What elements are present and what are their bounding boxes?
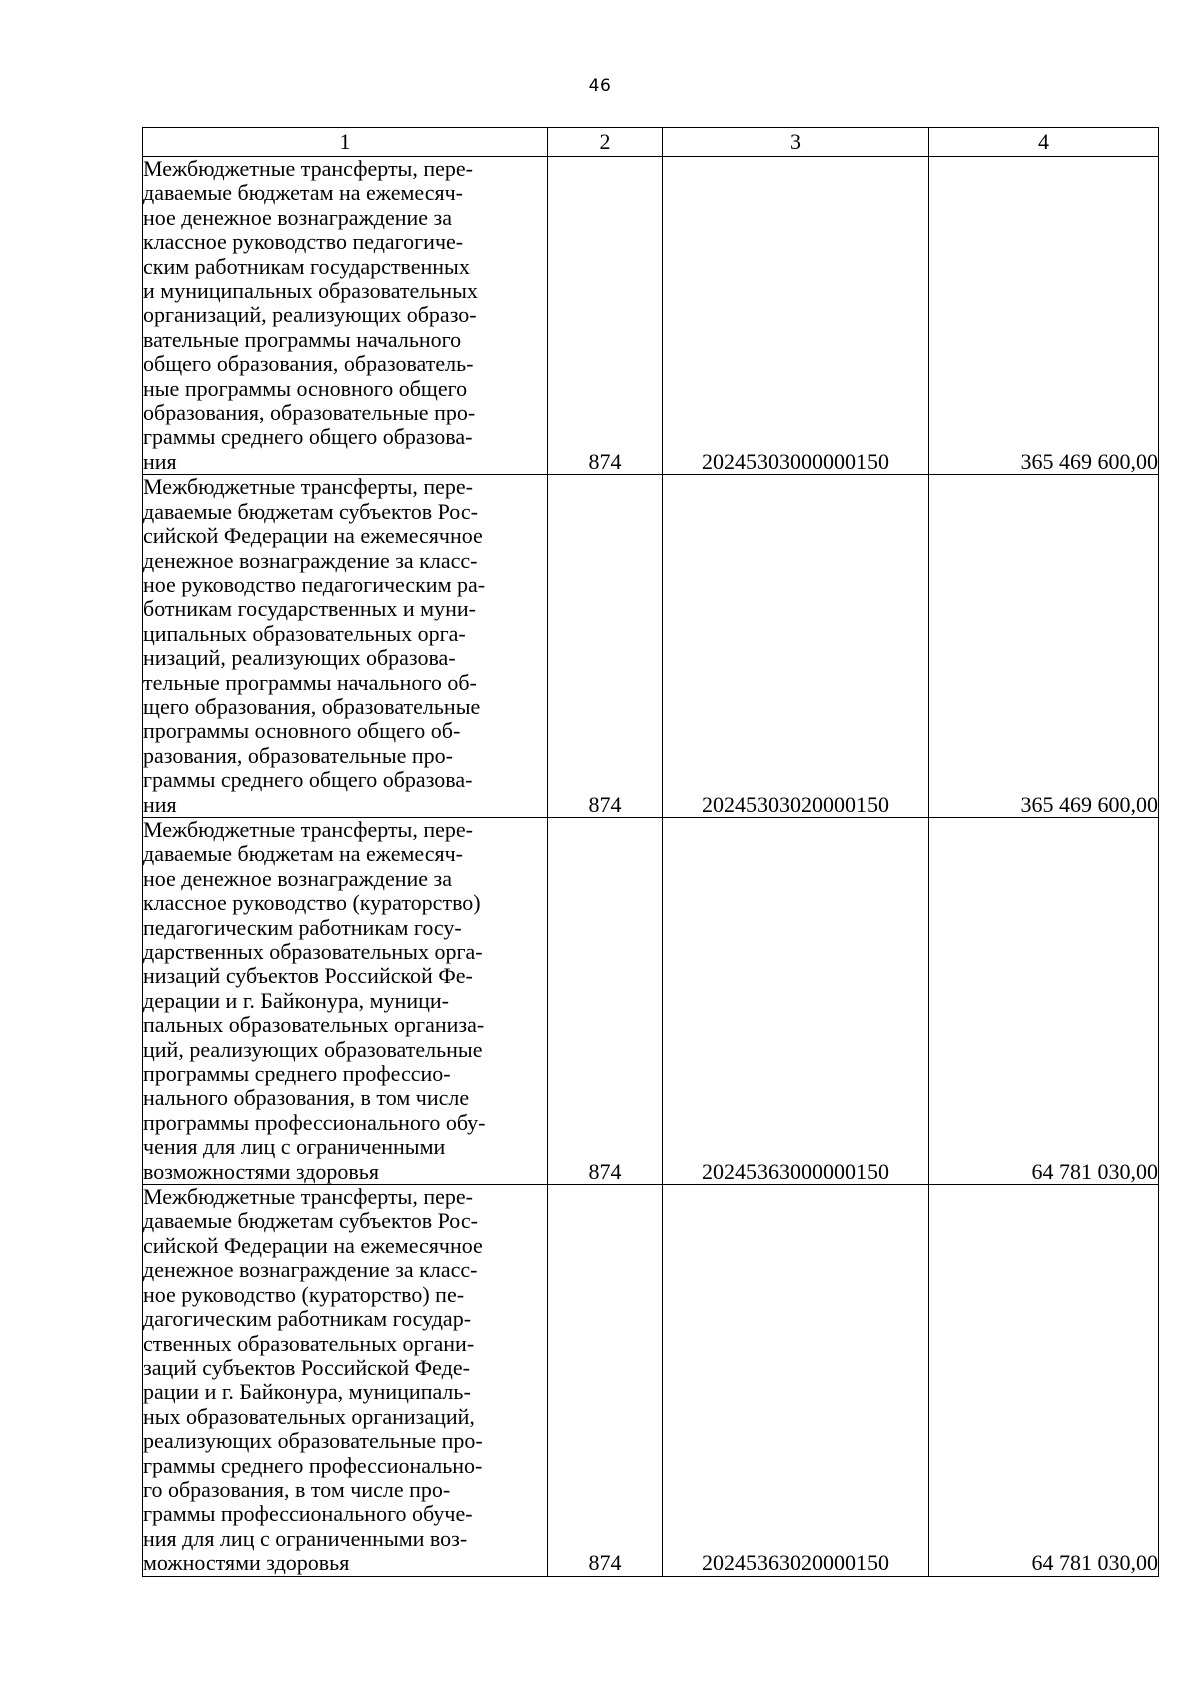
description-line: денежное вознаграждение за класс- bbox=[143, 547, 478, 573]
description-line: тельные программы начального об- bbox=[143, 669, 477, 695]
description-line: ственных образовательных органи- bbox=[143, 1330, 475, 1356]
description-line: образования, образовательные про- bbox=[143, 400, 476, 426]
description-line: го образования, в том числе про- bbox=[143, 1476, 451, 1502]
description-line: можностями здоровья bbox=[143, 1550, 350, 1576]
description-line: даваемые бюджетам на ежемесяч- bbox=[143, 841, 463, 867]
description-line: сийской Федерации на ежемесячное bbox=[143, 523, 483, 549]
row-amount: 64 781 030,00 bbox=[929, 817, 1159, 1184]
row-revenue-code: 20245363000000150 bbox=[663, 817, 929, 1184]
description-line: ния bbox=[143, 791, 177, 817]
row-revenue-code: 20245303000000150 bbox=[663, 157, 929, 475]
description-line: дарственных образовательных орга- bbox=[143, 939, 483, 964]
description-line: организаций, реализующих образо- bbox=[143, 302, 477, 328]
row-admin-code: 874 bbox=[548, 157, 663, 475]
row-amount: 64 781 030,00 bbox=[929, 1185, 1159, 1577]
table-row bbox=[143, 1185, 1159, 1577]
description-line: реализующих образовательные про- bbox=[143, 1428, 483, 1454]
description-line: заций субъектов Российской Феде- bbox=[143, 1354, 470, 1380]
description-line: денежное вознаграждение за класс- bbox=[143, 1257, 478, 1283]
description-line: Межбюджетные трансферты, пере- bbox=[143, 1184, 473, 1210]
description-line: даваемые бюджетам субъектов Рос- bbox=[143, 1208, 478, 1234]
description-line: программы среднего профессио- bbox=[143, 1061, 451, 1087]
description-line: ное денежное вознаграждение за bbox=[143, 865, 452, 891]
description-line: ное денежное вознаграждение за bbox=[143, 204, 452, 230]
description-line: ботникам государственных и муни- bbox=[143, 596, 476, 622]
description-line: ций, реализующих образовательные bbox=[143, 1036, 483, 1062]
description-line: низаций субъектов Российской Фе- bbox=[143, 963, 473, 989]
description-line: нального образования, в том числе bbox=[143, 1085, 470, 1111]
table-row bbox=[143, 157, 1159, 475]
description-line: общего образования, образователь- bbox=[143, 351, 474, 377]
row-revenue-code: 20245363020000150 bbox=[663, 1185, 929, 1577]
description-line: даваемые бюджетам субъектов Рос- bbox=[143, 498, 478, 524]
description-line: и муниципальных образовательных bbox=[143, 278, 478, 304]
description-line: вательные программы начального bbox=[143, 326, 462, 352]
row-description bbox=[143, 817, 548, 1184]
column-header-3: 3 bbox=[663, 128, 929, 157]
description-line: граммы среднего общего образова- bbox=[143, 767, 473, 793]
row-amount: 365 469 600,00 bbox=[929, 157, 1159, 475]
page-number: 46 bbox=[588, 76, 612, 96]
description-line: чения для лиц с ограниченными bbox=[143, 1134, 446, 1160]
description-line: дерации и г. Байконура, муници- bbox=[143, 987, 449, 1013]
description-line: классное руководство (кураторство) bbox=[143, 890, 481, 916]
row-admin-code: 874 bbox=[548, 475, 663, 818]
table-row bbox=[143, 475, 1159, 818]
description-line: сийской Федерации на ежемесячное bbox=[143, 1232, 483, 1258]
description-line: разования, образовательные про- bbox=[143, 742, 453, 768]
description-line: граммы профессионального обуче- bbox=[143, 1501, 473, 1527]
column-header-2: 2 bbox=[548, 128, 663, 157]
description-line: ных образовательных организаций, bbox=[143, 1403, 475, 1429]
description-line: рации и г. Байконура, муниципаль- bbox=[143, 1379, 471, 1405]
description-line: ное руководство (кураторство) пе- bbox=[143, 1281, 465, 1307]
row-admin-code: 874 bbox=[548, 1185, 663, 1577]
description-line: программы основного общего об- bbox=[143, 718, 461, 744]
description-line: граммы среднего профессионально- bbox=[143, 1452, 483, 1478]
description-line: программы профессионального обу- bbox=[143, 1109, 486, 1135]
column-header-4: 4 bbox=[929, 128, 1159, 157]
row-revenue-code: 20245303020000150 bbox=[663, 475, 929, 818]
row-description bbox=[143, 475, 548, 818]
description-line: ния bbox=[143, 448, 177, 474]
description-line: даваемые бюджетам на ежемесяч- bbox=[143, 180, 463, 206]
row-description bbox=[143, 157, 548, 475]
description-line: граммы среднего общего образова- bbox=[143, 424, 473, 450]
description-line: ное руководство педагогическим ра- bbox=[143, 571, 486, 597]
row-amount: 365 469 600,00 bbox=[929, 475, 1159, 818]
description-line: щего образования, образовательные bbox=[143, 693, 481, 719]
description-line: ния для лиц с ограниченными воз- bbox=[143, 1525, 468, 1551]
description-line: пальных образовательных организа- bbox=[143, 1012, 485, 1038]
header-row bbox=[143, 128, 1159, 157]
description-line: Межбюджетные трансферты, пере- bbox=[143, 474, 473, 500]
description-line: возможностями здоровья bbox=[143, 1158, 379, 1184]
description-line: педагогическим работникам госу- bbox=[143, 914, 462, 940]
description-line: ципальных образовательных орга- bbox=[143, 620, 466, 646]
budget-table bbox=[142, 127, 1159, 1577]
row-description bbox=[143, 1185, 548, 1577]
column-header-1: 1 bbox=[143, 128, 548, 157]
description-line: классное руководство педагогиче- bbox=[143, 229, 464, 255]
description-line: ским работникам государственных bbox=[143, 253, 470, 279]
description-line: Межбюджетные трансферты, пере- bbox=[143, 156, 473, 181]
row-admin-code: 874 bbox=[548, 817, 663, 1184]
description-line: Межбюджетные трансферты, пере- bbox=[143, 816, 473, 842]
description-line: дагогическим работникам государ- bbox=[143, 1306, 472, 1332]
description-line: ные программы основного общего bbox=[143, 375, 468, 401]
description-line: низаций, реализующих образова- bbox=[143, 645, 456, 671]
table-row bbox=[143, 817, 1159, 1184]
